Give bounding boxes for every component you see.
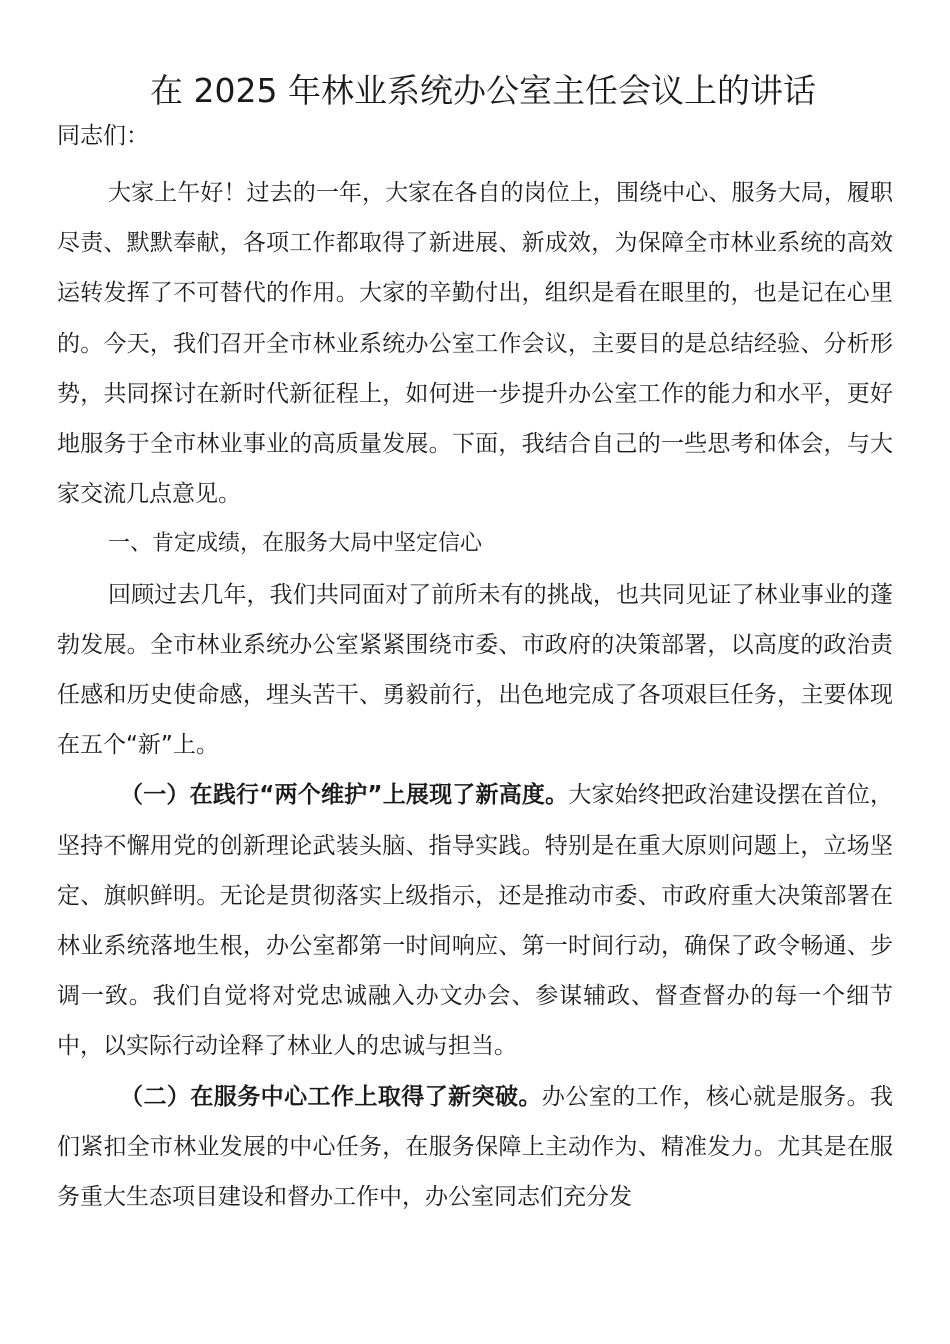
- subsection-1-text: 大家始终把政治建设摆在首位，坚持不懈用党的创新理论武装头脑、指导实践。特别是在重大原则问题上，立场坚定、旗帜鲜明。无论是贯彻落实上级指示，还是推动市委、市政府重大决策部署在林业系统落地生根，办公室都第一时间响应、第一时间行动，确保了政令畅通、步调一致。我们自觉将对党忠诚融入办文办会、参谋辅政、督查督办的每一个细节中，以实际行动诠释了林业人的忠诚与担当。: [57, 782, 894, 1060]
- salutation: 同志们：: [57, 123, 149, 149]
- paragraph-opening: 大家上午好！过去的一年，大家在各自的岗位上，围绕中心、服务大局，履职尽责、默默奉献，各项工作都取得了新进展、新成效，为保障全市林业系统的高效运转发挥了不可替代的作用。大家的辛勤付出，组织是看在眼里的，也是记在心里的。今天，我们召开全市林业系统办公室工作会议，主要目的是总结经验、分析形势，共同探讨在新时代新征程上，如何进一步提升办公室工作的能力和水平，更好地服务于全市林业事业的高质量发展。下面，我结合自己的一些思考和体会，与大家交流几点意见。: [57, 180, 893, 508]
- section-heading-1: 一、肯定成绩，在服务大局中坚定信心: [108, 531, 483, 557]
- subsection-1: [57, 770, 893, 1071]
- paragraph-review: 回顾过去几年，我们共同面对了前所未有的挑战，也共同见证了林业事业的蓬勃发展。全市林业系统办公室紧紧围绕市委、市政府的决策部署，以高度的政治责任感和历史使命感，埋头苦干、勇毅前行，出色地完成了各项艰巨任务，主要体现在五个“新”上。: [57, 581, 893, 759]
- subsection-1-heading: （一）在践行“两个维护”上展现了新高度。: [120, 782, 569, 809]
- subsection-2: [57, 1072, 893, 1223]
- subsection-2-heading: （二）在服务中心工作上取得了新突破。: [120, 1083, 542, 1110]
- document-page: [57, 64, 893, 1222]
- subsection-2-text: 办公室的工作，核心就是服务。我们紧扣全市林业发展的中心任务，在服务保障上主动作为、精准发力。尤其是在服务重大生态项目建设和督办工作中，办公室同志们充分发: [57, 1083, 893, 1211]
- document-title: 在 2025 年林业系统办公室主任会议上的讲话: [150, 71, 816, 110]
